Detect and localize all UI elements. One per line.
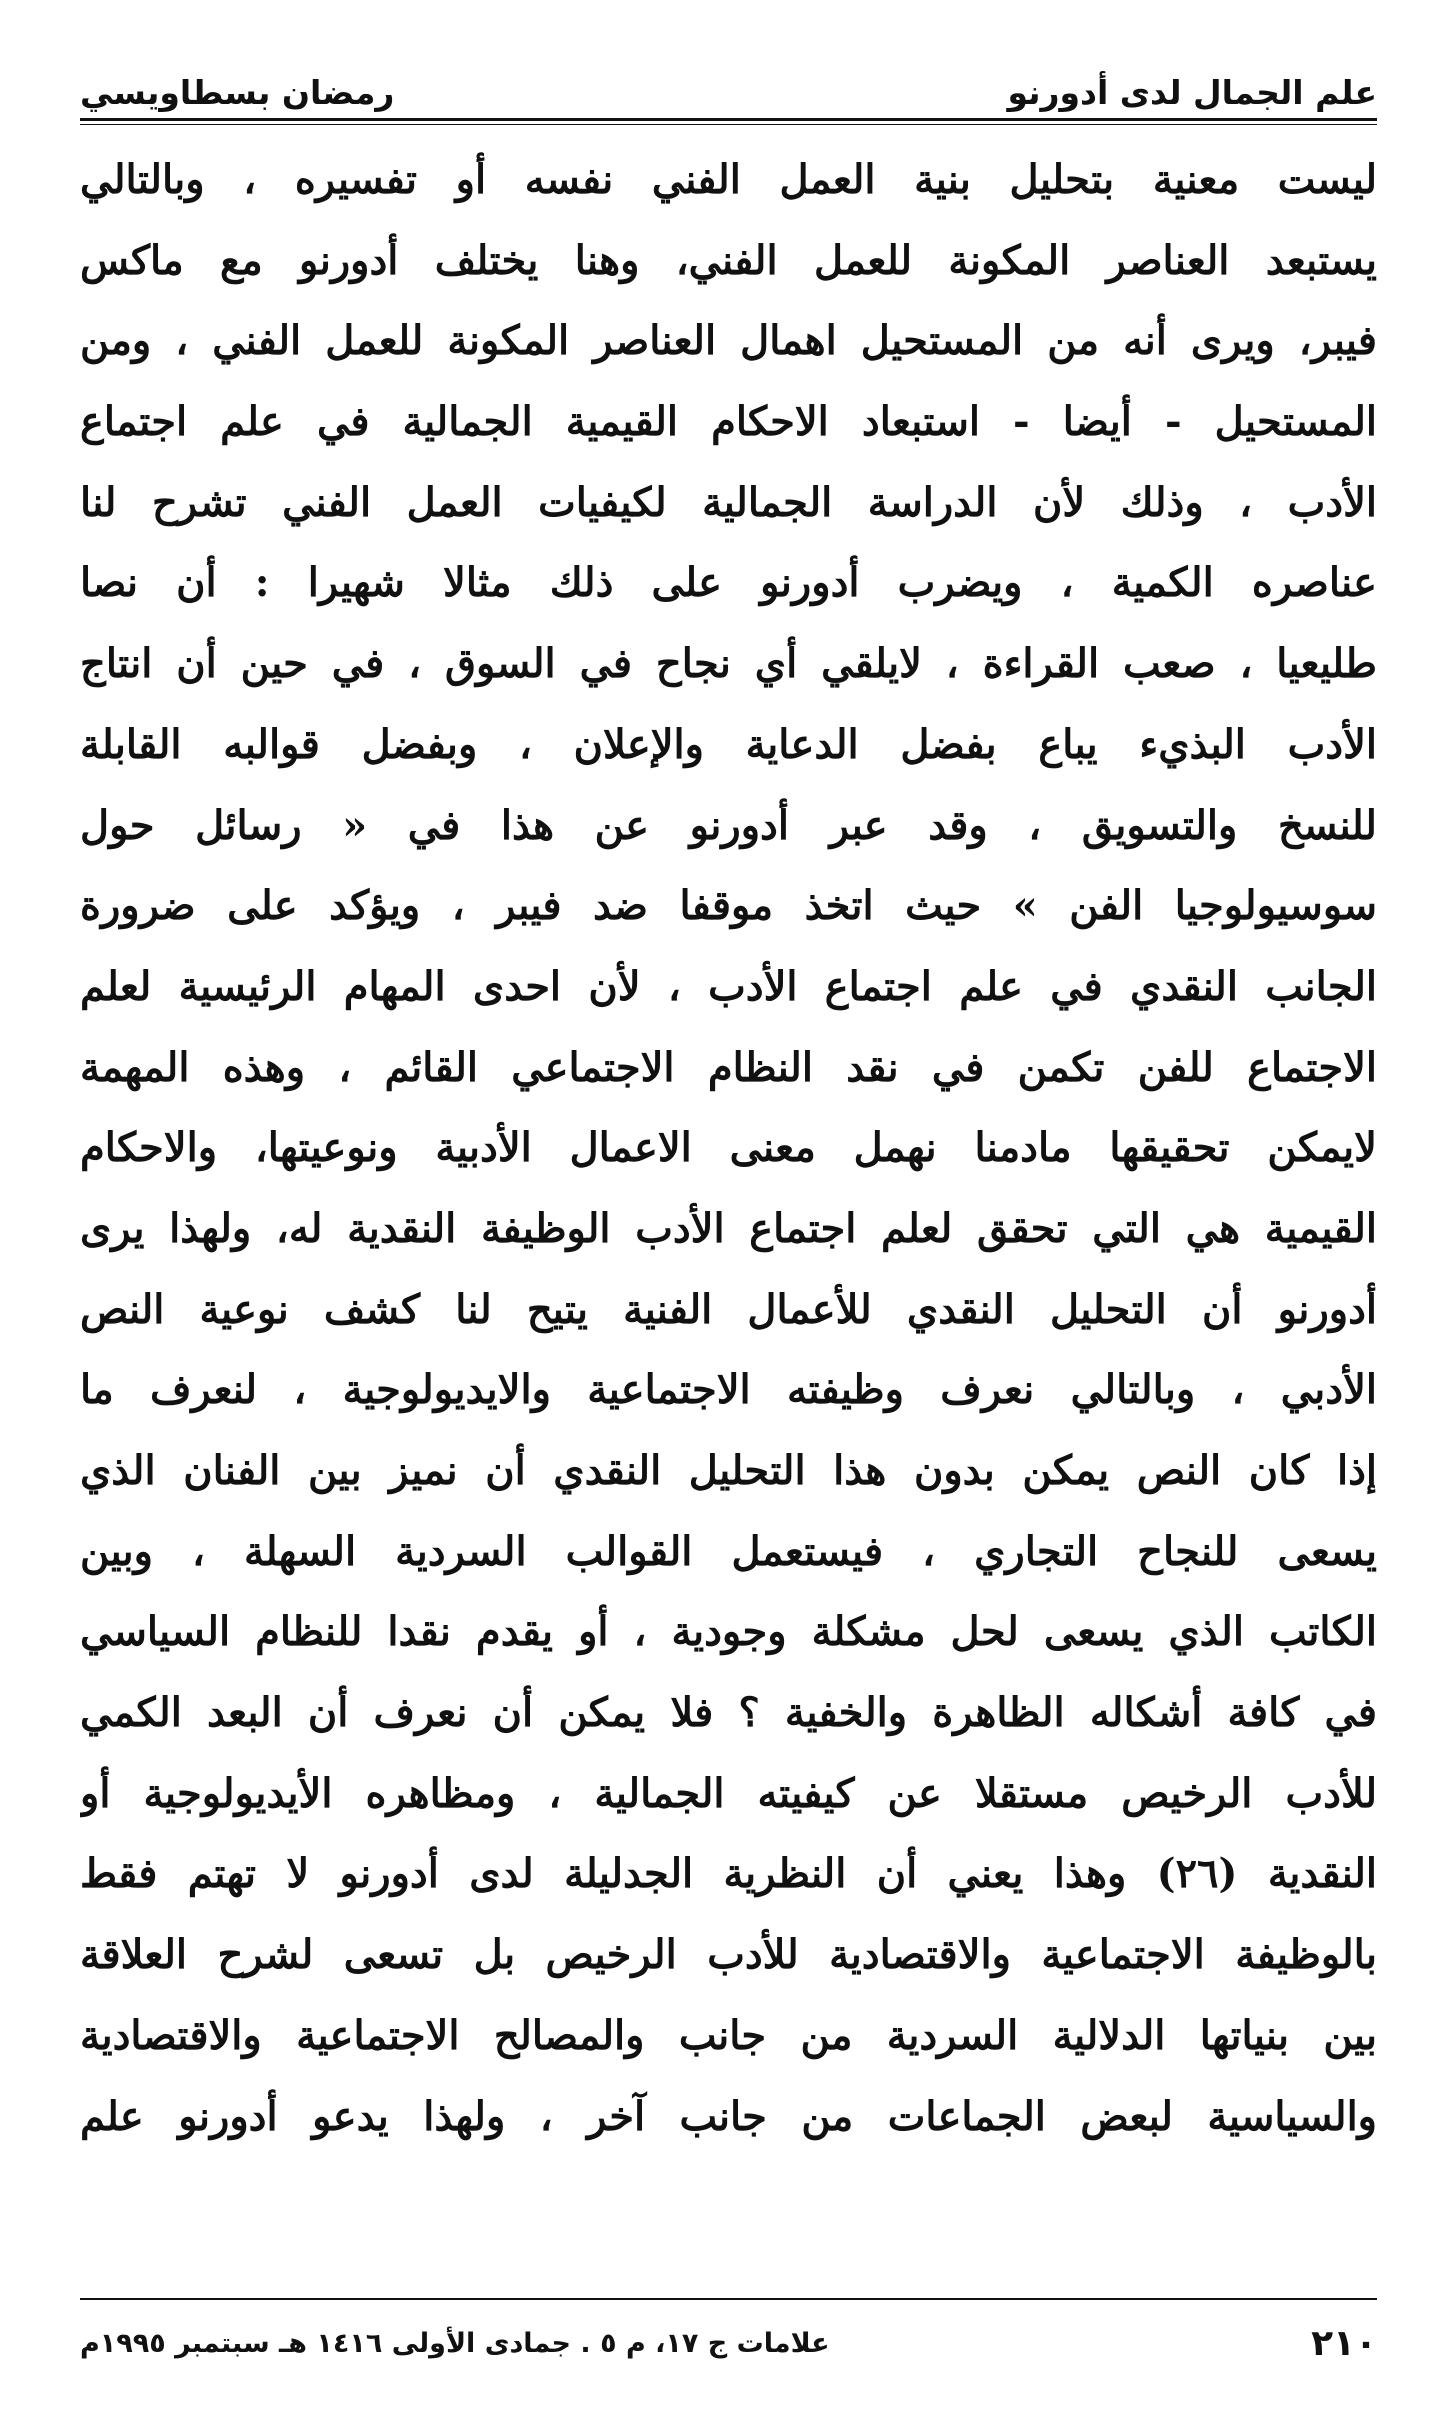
header-rule-thin	[80, 124, 1377, 125]
body-line: طليعيا ، صعب القراءة ، لايلقي أي نجاح في السوق ، في حين أن انتاج	[80, 640, 1377, 688]
body-line: القيمية هي التي تحقق لعلم اجتماع الأدب الوظيفة النقدية له، ولهذا يرى	[80, 1204, 1377, 1252]
body-line: الكاتب الذي يسعى لحل مشكلة وجودية ، أو يقدم نقدا للنظام السياسي	[80, 1608, 1377, 1656]
body-line: ليست معنية بتحليل بنية العمل الفني نفسه أو تفسيره ، وبالتالي	[80, 156, 1377, 203]
body-text	[80, 140, 1377, 2280]
body-line: لايمكن تحقيقها مادمنا نهمل معنى الاعمال الأدبية ونوعيتها، والاحكام	[80, 1124, 1377, 1172]
body-line: في كافة أشكاله الظاهرة والخفية ؟ فلا يمكن أن نعرف أن البعد الكمي	[80, 1689, 1377, 1737]
body-line: الأدب البذيء يباع بفضل الدعاية والإعلان ، وبفضل قوالبه القابلة	[80, 720, 1377, 768]
body-line: إذا كان النص يمكن بدون هذا التحليل النقدي أن نميز بين الفنان الذي	[80, 1447, 1377, 1494]
page-footer	[80, 2318, 1377, 2368]
body-line: سوسيولوجيا الفن » حيث اتخذ موقفا ضد فيبر ، ويؤكد على ضرورة	[80, 882, 1377, 930]
body-line: للأدب الرخيص مستقلا عن كيفيته الجمالية ، ومظاهره الأيديولوجية أو	[80, 1769, 1377, 1817]
body-line: النقدية (٢٦) وهذا يعني أن النظرية الجدليلة لدى أدورنو لا تهتم فقط	[80, 1850, 1377, 1898]
body-line: أدورنو أن التحليل النقدي للأعمال الفنية يتيح لنا كشف نوعية النص	[80, 1285, 1377, 1333]
body-line: يسعى للنجاح التجاري ، فيستعمل القوالب السردية السهلة ، وبين	[80, 1527, 1377, 1575]
body-line: المستحيل - أيضا - استبعاد الاحكام القيمية الجمالية في علم اجتماع	[80, 398, 1377, 446]
body-line: الاجتماع للفن تكمن في نقد النظام الاجتماعي القائم ، وهذه المهمة	[80, 1043, 1377, 1091]
body-line: بين بنياتها الدلالية السردية من جانب والمصالح الاجتماعية والاقتصادية	[80, 2011, 1377, 2059]
header-author: رمضان بسطاويسي	[80, 73, 395, 112]
body-line: الأدبي ، وبالتالي نعرف وظيفته الاجتماعية والايديولوجية ، لنعرف ما	[80, 1366, 1377, 1414]
body-line: والسياسية لبعض الجماعات من جانب آخر ، ولهذا يدعو أدورنو علم	[80, 2092, 1377, 2140]
header-title: علم الجمال لدى أدورنو	[1007, 73, 1377, 112]
body-line: فيبر، ويرى أنه من المستحيل اهمال العناصر المكونة للعمل الفني ، ومن	[80, 317, 1377, 365]
body-line: الجانب النقدي في علم اجتماع الأدب ، لأن احدى المهام الرئيسية لعلم	[80, 962, 1377, 1010]
body-line: بالوظيفة الاجتماعية والاقتصادية للأدب الرخيص بل تسعى لشرح العلاقة	[80, 1931, 1377, 1979]
footer-rule	[80, 2298, 1377, 2300]
body-line: يستبعد العناصر المكونة للعمل الفني، وهنا يختلف أدورنو مع ماكس	[80, 236, 1377, 284]
body-line: عناصره الكمية ، ويضرب أدورنو على ذلك مثالا شهيرا : أن نصا	[80, 559, 1377, 607]
body-line: للنسخ والتسويق ، وقد عبر أدورنو عن هذا في « رسائل حول	[80, 801, 1377, 849]
issue-info: علامات ج ١٧، م ٥ . جمادى الأولى ١٤١٦ هـ سبتمبر ١٩٩٥م	[80, 2327, 830, 2359]
running-header	[80, 52, 1377, 112]
page-number: ٢١٠	[1311, 2322, 1377, 2364]
body-line: الأدب ، وذلك لأن الدراسة الجمالية لكيفيات العمل الفني تشرح لنا	[80, 478, 1377, 526]
header-rule	[80, 118, 1377, 121]
